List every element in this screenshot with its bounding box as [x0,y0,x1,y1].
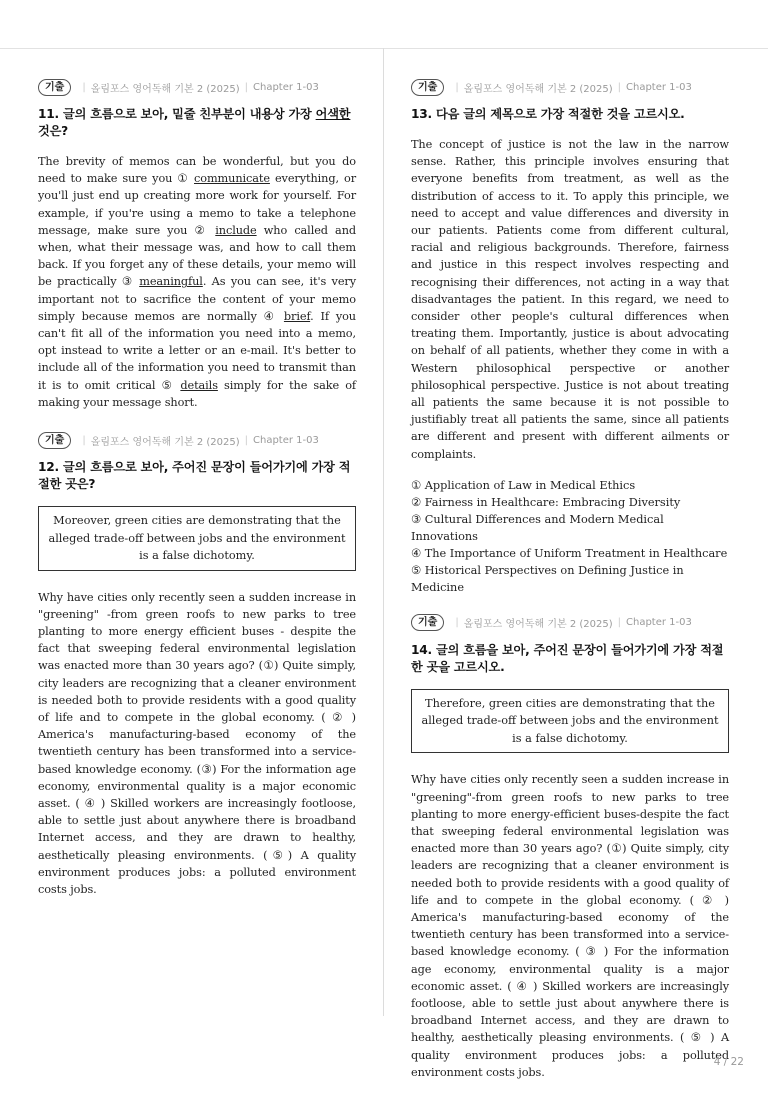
right-column [411,78,729,1097]
given-sentence-box: Therefore, green cities are demonstrating that the alleged trade-off between jobs and the environment is a false dichotomy. [411,689,729,754]
question-meta: 기출 | 올림포스 영어독해 기본 2 (2025) | Chapter 1-03 [38,78,356,96]
question-meta: 기출 | 올림포스 영어독해 기본 2 (2025) | Chapter 1-03 [411,614,729,632]
option-3[interactable]: ③ Cultural Differences and Modern Medical Innovations [411,512,664,543]
header-divider [0,48,768,49]
question-passage: The concept of justice is not the law in the narrow sense. Rather, this principle involves ensuring that everyone benefits from treatment, as well as the distribution of access to it. To apply this principle, we need to accept and value differences and diversity in our patients. Patients come from different cultural, racial and religious backgrounds. Therefore, fairness and justice in this respect involves respecting and recognising their differences, not acting in a way that disadvantages the patient. In this regard, we need to consider other people's cultural differences when treating them. Importantly, justice is about advocating on behalf of all patients, whether they come in with a Western philosophical perspective or another philosophical perspective. Justice is not about treating all patients the same because it is not possible to justifiably treat all patients the same, since all patients are different and present with different ailments or complaints. [411,138,729,461]
column-divider [383,48,384,1016]
chapter-label: Chapter 1-03 [253,81,319,93]
question-passage: Why have cities only recently seen a sudden increase in "greening"-from green roofs to new parks to tree planting to more energy-efficient buses-despite the fact that sweeping federal environmental legislation was enacted more than 30 years ago? (①) Quite simply, city leaders are recognizing that a cleaner environment is needed both to provide residents with a good quality of life and to compete in the global economy. ( ② ) America's manufacturing-based economy of the twentieth century has been transformed into a service-based knowledge economy. ( ③ ) For the information age economy, environmental quality is a major economic asset. ( ④ ) Skilled workers are increasingly footloose, able to settle just about anywhere there is broadband Internet access, and they are drawn to healthy, aesthetically pleasing environments. ( ⑤ ) A quality environment produces jobs: a polluted environment costs jobs. [411,773,729,1079]
question-12 [38,431,356,898]
question-13 [411,78,729,596]
option-2[interactable]: ② Fairness in Healthcare: Embracing Diversity [411,495,681,509]
exam-badge: 기출 [38,432,71,449]
question-title: 13. 다음 글의 제목으로 가장 적절한 것을 고르시오. [411,107,685,121]
question-11 [38,78,356,411]
question-passage: Why have cities only recently seen a sudden increase in "greening" -from green roofs to new parks to tree planting to more energy efficient buses - despite the fact that sweeping federal environmental legislation was enacted more than 30 years ago? (①) Quite simply, city leaders are recognizing that a cleaner environment is needed both to provide residents with a good quality of life and to compete in the global economy. ( ② ) America's manufacturing-based economy of the twentieth century has been transformed into a service-based knowledge economy. (③) For the information age economy, environmental quality is a major economic asset. ( ④ ) Skilled workers are increasingly footloose, able to settle just about anywhere there is broadband Internet access, and they are drawn to healthy, aesthetically pleasing environments. (⑤) A quality environment produces jobs: a polluted environment costs jobs. [38,590,356,896]
source-label: 올림포스 영어독해 기본 2 (2025) [463,619,613,631]
question-14 [411,614,729,1081]
question-passage: The brevity of memos can be wonderful, but you do need to make sure you ① communicate everything, or you'll just end up creating more work for yourself. For example, if you're using a memo to take a telephone message, make sure you ② include who called and when, what their message was, and how to call them back. If you forget any of these details, your memo will be practically ③ meaningful. As you can see, it's very important not to sacrifice the content of your memo simply because memos are normally ④ brief. If you can't fit all of the information you need into a memo, opt instead to write a letter or an e-mail. It's better to include all of the information you need to transmit than it is to omit critical ⑤ details simply for the sake of making your message short. [38,155,357,409]
question-title: 12. 글의 흐름으로 보아, 주어진 문장이 들어가기에 가장 적절한 곳은? [38,460,351,492]
given-sentence-box: Moreover, green cities are demonstrating that the alleged trade-off between jobs and the environment is a false dichotomy. [38,506,356,571]
source-label: 올림포스 영어독해 기본 2 (2025) [90,83,240,95]
exam-badge: 기출 [38,79,71,96]
question-meta: 기출 | 올림포스 영어독해 기본 2 (2025) | Chapter 1-03 [38,431,356,449]
source-label: 올림포스 영어독해 기본 2 (2025) [463,83,613,95]
question-title: 11. 글의 흐름으로 보아, 밑줄 친부분이 내용상 가장 어색한 것은? [38,107,351,138]
question-meta: 기출 | 올림포스 영어독해 기본 2 (2025) | Chapter 1-03 [411,78,729,96]
page-number: 4 / 22 [713,1056,744,1068]
chapter-label: Chapter 1-03 [626,81,692,93]
exam-badge: 기출 [411,614,444,631]
option-5[interactable]: ⑤ Historical Perspectives on Defining Justice in Medicine [411,563,684,594]
option-4[interactable]: ④ The Importance of Uniform Treatment in Healthcare [411,546,728,560]
option-1[interactable]: ① Application of Law in Medical Ethics [411,478,636,492]
left-column [38,78,356,914]
question-title: 14. 글의 흐름을 보아, 주어진 문장이 들어가기에 가장 적절한 곳을 고르시오. [411,642,724,674]
answer-options [411,477,729,596]
chapter-label: Chapter 1-03 [626,617,692,629]
source-label: 올림포스 영어독해 기본 2 (2025) [90,436,240,448]
exam-badge: 기출 [411,79,444,96]
chapter-label: Chapter 1-03 [253,434,319,446]
